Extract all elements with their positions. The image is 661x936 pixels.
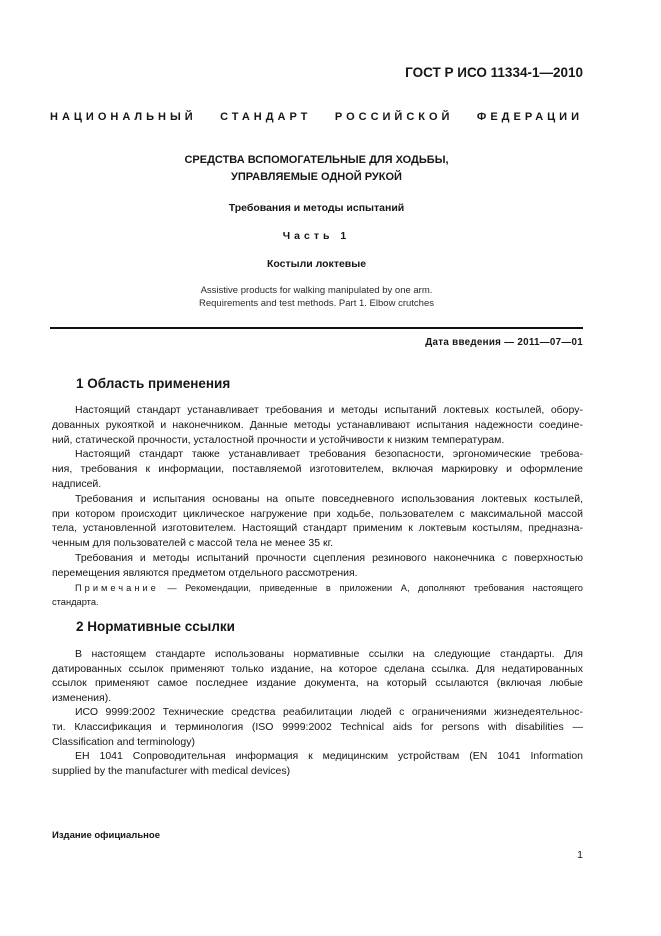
paragraph-line: supplied by the manufacturer with medical devices) bbox=[52, 764, 291, 777]
paragraph-line: ний, статической прочности, усталостной прочности и устойчивости к низким температурам. bbox=[52, 433, 505, 446]
english-title-line: Requirements and test methods. Part 1. Elbow crutches bbox=[199, 298, 434, 309]
paragraph bbox=[52, 403, 583, 447]
paragraph bbox=[52, 647, 583, 705]
paragraph-line: Требования и испытания основаны на опыте повседневного использования локтевых костылей, bbox=[75, 492, 583, 505]
paragraph-line: Требования и методы испытаний прочности сцепления резинового наконечника с поверхностью bbox=[75, 551, 583, 564]
note bbox=[52, 581, 583, 610]
part-title: Костыли локтевые bbox=[266, 258, 367, 270]
title-divider bbox=[50, 327, 583, 329]
english-title bbox=[50, 284, 583, 310]
paragraph-line: ЕН 1041 Сопроводительная информация к медицинским устройствам (EN 1041 Information bbox=[75, 750, 583, 763]
page-number: 1 bbox=[577, 849, 583, 861]
paragraph-line: тела, установленной изготовителем. Настоящий стандарт применим к локтевым костылям, предназна- bbox=[52, 522, 583, 535]
edition-label: Издание официальное bbox=[52, 830, 160, 841]
part-number: Часть 1 bbox=[282, 230, 351, 242]
document-subtitle: Требования и методы испытаний bbox=[228, 202, 405, 214]
paragraph-line: перемещения являются предметом отдельного рассмотрения. bbox=[52, 566, 358, 579]
paragraph bbox=[52, 705, 583, 749]
paragraph-line: надписей. bbox=[52, 477, 102, 490]
paragraph-line: ти. Классификация и терминология (ISO 9999:2002 Technical aids for persons with disabilities — bbox=[52, 720, 583, 733]
paragraph-line: ссылок применяют самое последнее издание документа, на который ссылаются (включая любые bbox=[52, 677, 583, 690]
paragraph bbox=[52, 551, 583, 581]
paragraph bbox=[52, 492, 583, 551]
paragraph-line: Настоящий стандарт устанавливает требования и методы испытаний локтевых костылей, обору- bbox=[75, 404, 583, 416]
english-title-line: Assistive products for walking manipulated by one arm. bbox=[200, 285, 433, 296]
paragraph-line: ченным для пользователей с массой тела не менее 35 кг. bbox=[52, 537, 334, 550]
paragraph bbox=[52, 447, 583, 491]
paragraph-line: Classification and terminology) bbox=[52, 735, 195, 748]
national-standard-banner: НАЦИОНАЛЬНЫЙ СТАНДАРТ РОССИЙСКОЙ ФЕДЕРАЦИИ bbox=[50, 111, 583, 123]
paragraph-line: дованных рукояткой и наконечником. Данные методы устанавливают испытания надежности соедине- bbox=[52, 418, 583, 431]
section-body-references bbox=[52, 647, 583, 778]
note-line bbox=[52, 581, 583, 595]
note-text: — Рекомендации, приведенные в приложении А, дополняют требования настоящего bbox=[167, 583, 583, 593]
paragraph bbox=[52, 749, 583, 778]
title-line: СРЕДСТВА ВСПОМОГАТЕЛЬНЫЕ ДЛЯ ХОДЬБЫ, bbox=[184, 154, 449, 166]
effective-date: Дата введения — 2011—07—01 bbox=[425, 337, 583, 348]
paragraph-line: Настоящий стандарт также устанавливает требования безопасности, эргономические требова- bbox=[75, 448, 583, 461]
title-line: УПРАВЛЯЕМЫЕ ОДНОЙ РУКОЙ bbox=[231, 171, 402, 183]
paragraph-line: ИСО 9999:2002 Технические средства реабилитации людей с ограничениями жизнедеятельнос- bbox=[75, 706, 583, 719]
paragraph-line: В настоящем стандарте использованы нормативные ссылки на следующие стандарты. Для bbox=[75, 648, 583, 660]
paragraph-line: при котором происходит циклическое нагружение при ходьбе, пользователем с максимальной массой bbox=[52, 507, 583, 520]
section-body-scope bbox=[52, 403, 583, 581]
paragraph-line: датированных ссылок применяют только издание, на которое сделана ссылка. Для недатированных bbox=[52, 662, 583, 675]
document-code: ГОСТ Р ИСО 11334-1—2010 bbox=[405, 65, 583, 80]
section-heading-references: 2 Нормативные ссылки bbox=[76, 619, 235, 634]
paragraph-line: изменения). bbox=[52, 691, 112, 704]
note-line: стандарта. bbox=[52, 597, 99, 608]
document-title bbox=[50, 152, 583, 186]
paragraph-line: ния, требования к информации, поставляемой изготовителем, включая маркировку и оформление bbox=[52, 463, 583, 476]
note-label: Примечание bbox=[75, 583, 159, 593]
section-heading-scope: 1 Область применения bbox=[76, 376, 231, 391]
